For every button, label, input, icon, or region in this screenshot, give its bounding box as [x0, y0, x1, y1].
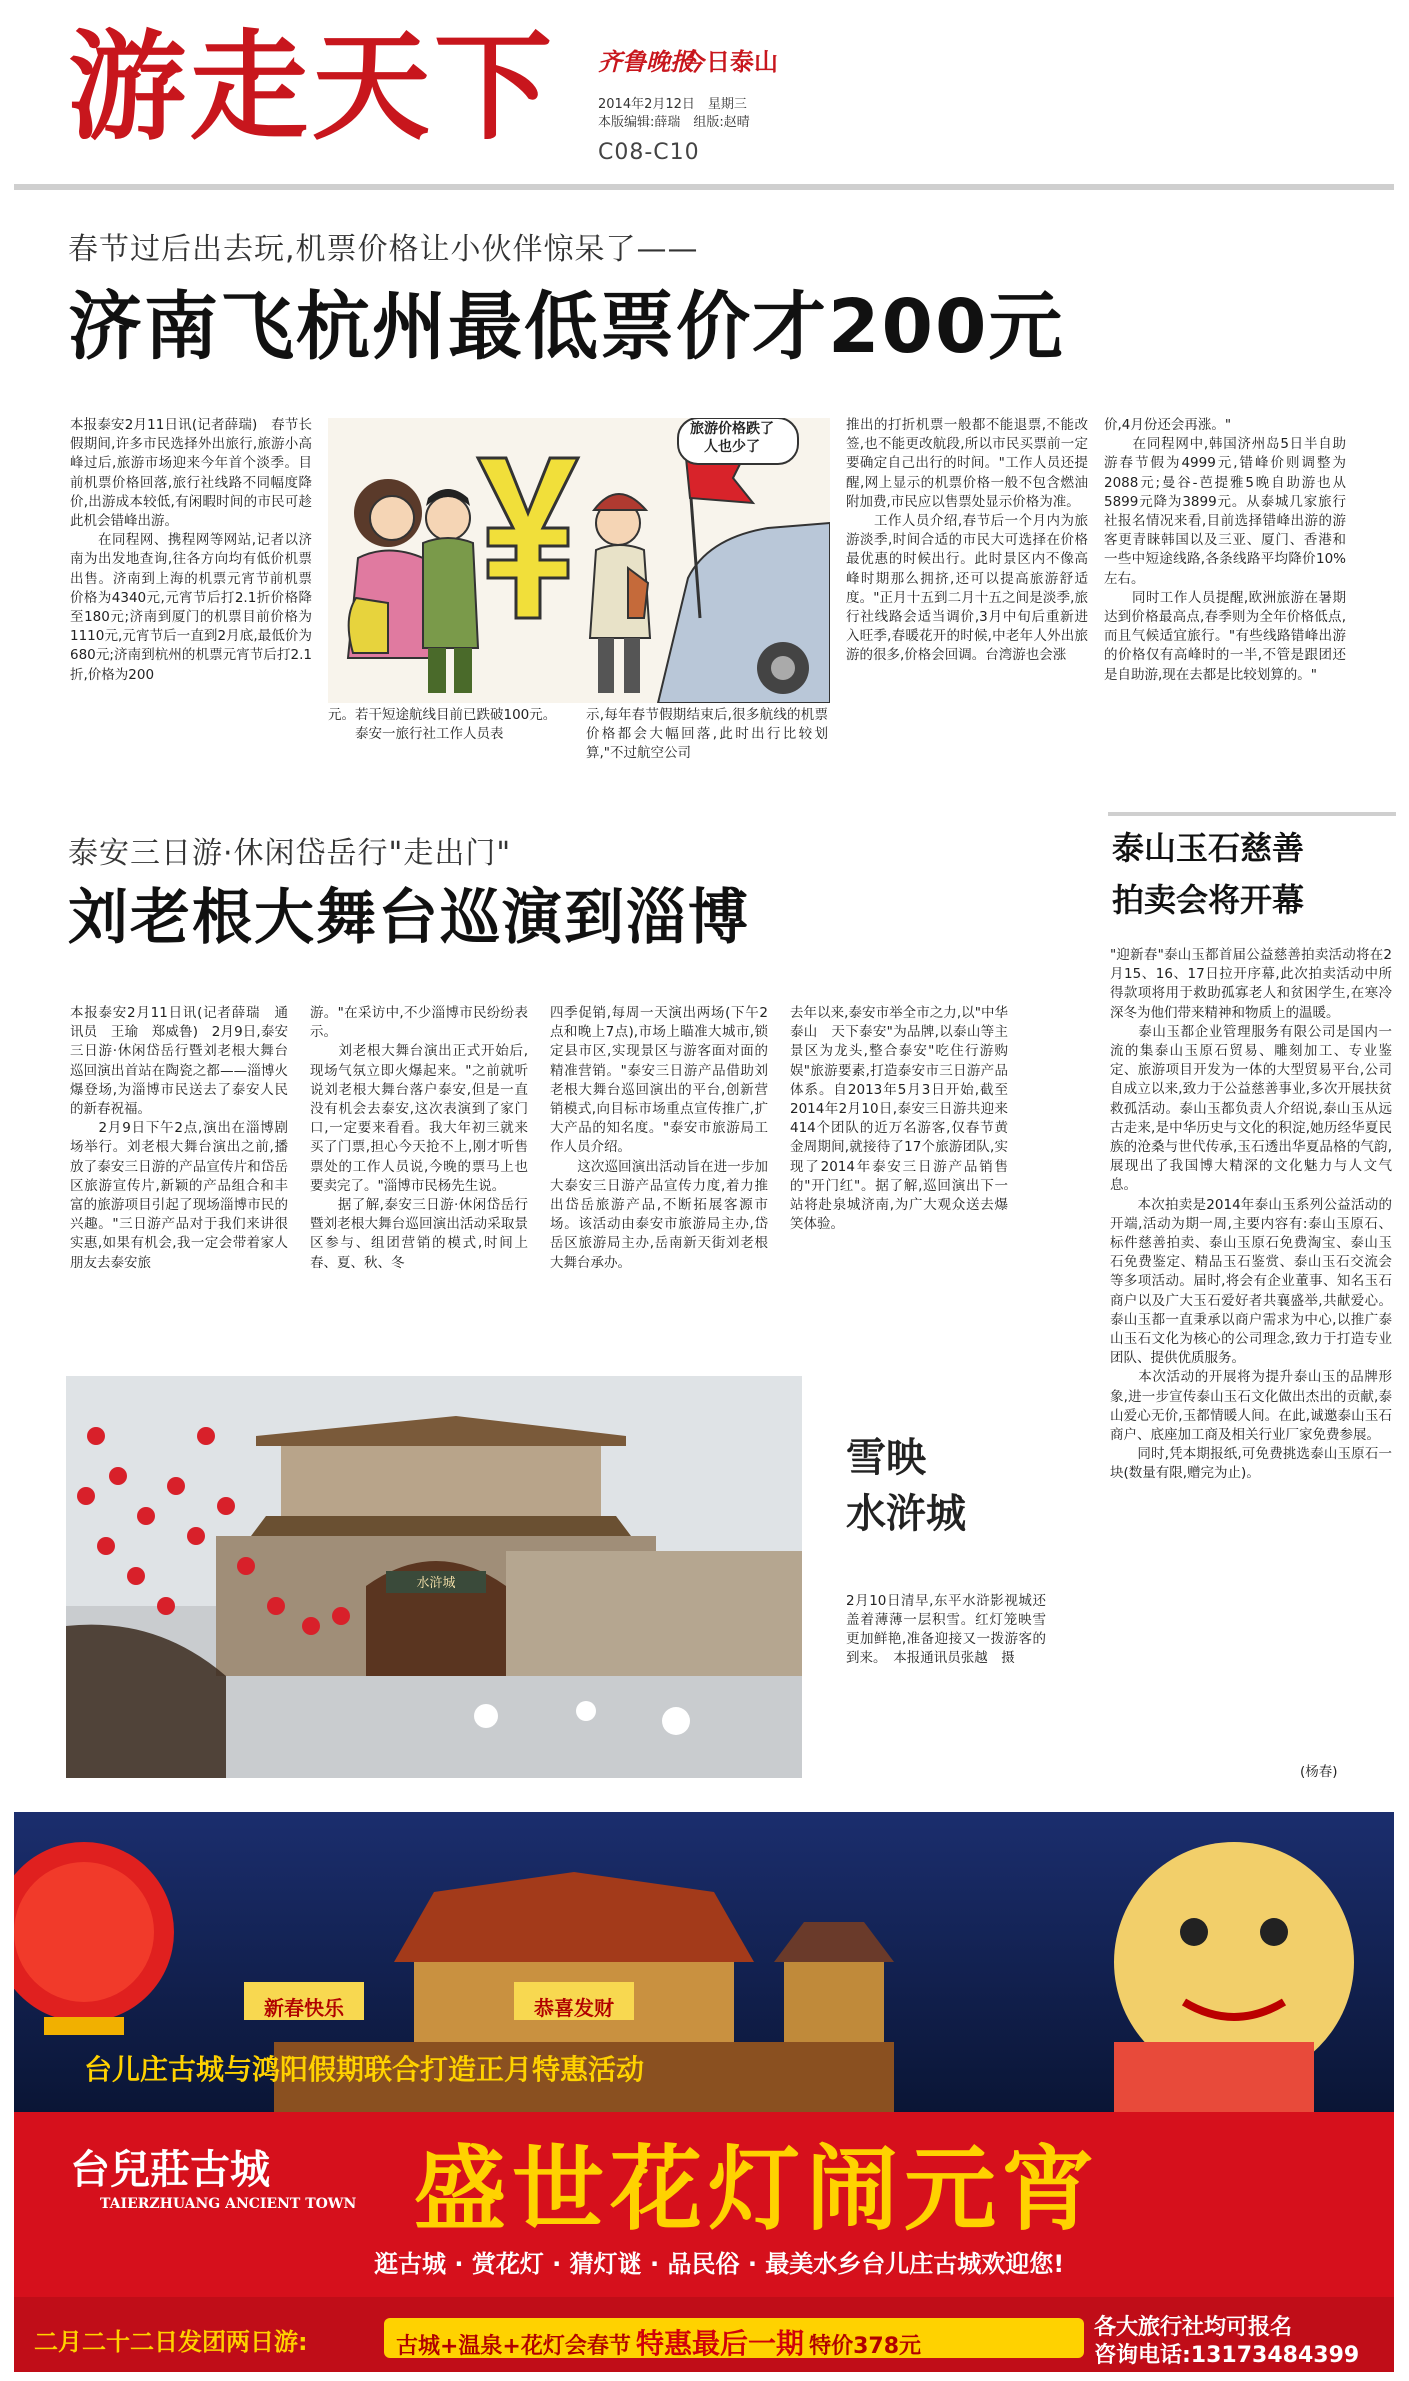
article1-headline: 济南飞杭州最低票价才200元 — [68, 284, 1065, 370]
contact-phone: 咨询电话:13173484399 — [1094, 2343, 1360, 2368]
photo-title-line-2: 水浒城 — [846, 1491, 966, 1537]
masthead-brand: 齐鲁晚报 — [598, 47, 694, 76]
taierzhuang-logo-en: TAIERZHUANG ANCIENT TOWN — [100, 2196, 357, 2212]
article2-column-2: 游。"在采访中,不少淄博市民纷纷表示。 刘老根大舞台演出正式开始后,现场气氛立即火爆起来。"之前就听说刘老根大舞台落户泰安,但是一直没有机会去泰安,这次表演到了家门口,一定要来看看。我大年初三就来买了门票,担心今天抢不上,刚才听售票处的工作人员说,今晚的票马上也要卖完了。"淄博市民杨先生说。 据了解,泰安三日游·休闲岱岳行暨刘老根大舞台巡回演出活动采取景区参与、组团营销的模式,时间上春、夏、秋、冬 — [310, 1005, 528, 1271]
masthead-title: 游走天下 — [68, 18, 557, 156]
lantern-banner-right: 恭喜发财 — [534, 1996, 614, 2020]
article1-column-4: 推出的打折机票一般都不能退票,不能改签,也不能更改航段,所以市民买票前一定要确定自己出行的时间。"工作人员还提醒,网上显示的机票价格一般不包含燃油附加费,市民应以售票处显示价格为准。 工作人员介绍,春节后一个月内为旅游淡季,时间合适的市民大可选择在价格最优惠的时候出行。此时景区内不像高峰时期那么拥挤,还可以提高旅游舒适度。"正月十五到二月十五之间是淡季,旅行社线路会适当调价,3月中旬后重新进入旺季,春暖花开的时候,中老年人外出旅游的很多,价格会回调。台湾游也会涨 — [846, 417, 1088, 664]
page-range: C08-C10 — [598, 140, 700, 165]
ad-banner-text: 台儿庄古城与鸿阳假期联合打造正月特惠活动 — [84, 2053, 645, 2086]
taierzhuang-logo: 台兒莊古城 — [70, 2146, 270, 2193]
article2-column-3: 四季促销,每周一天演出两场(下午2点和晚上7点),市场上瞄准大城市,锁定县市区,实现景区与游客面对面的精准营销。"泰安三日游产品借助刘老根大舞台巡回演出的平台,创新营销模式,向目标市场重点宣传推广,扩大产品的知名度。"泰安市旅游局工作人员介绍。 这次巡回演出活动旨在进一步加大泰安三日游产品宣传力度,着力推出岱岳旅游产品,不断拓展客源市场。该活动由泰安市旅游局主办,岱岳区旅游局主办,岳南新天街刘老根大舞台承办。 — [550, 1005, 768, 1271]
masthead-meta — [598, 96, 750, 132]
tour-departure: 二月二十二日发团两日游: — [34, 2328, 308, 2356]
gate-sign: 水浒城 — [416, 1576, 456, 1591]
tour-package — [384, 2318, 1084, 2358]
sidebar-headline-line-1: 泰山玉石慈善 — [1112, 829, 1305, 867]
signup-info: 各大旅行社均可报名 — [1094, 2315, 1293, 2340]
article1-kicker: 春节过后出去玩,机票价格让小伙伴惊呆了—— — [68, 232, 699, 267]
package-price: 特价378元 — [809, 2334, 922, 2359]
sidebar-headline — [1112, 822, 1304, 926]
article1-column-1: 本报泰安2月11日讯(记者薛瑞) 春节长假期间,许多市民选择外出旅行,旅游小高峰过后,旅游市场迎来今年首个淡季。目前机票价格回落,旅行社线路不同幅度降价,出游成本较低,有闲暇时间的市民可趁此机会错峰出游。 在同程网、携程网等网站,记者以济南为出发地查询,往各方向均有低价机票出售。济南到上海的机票元宵节前机票价格为4340元,元宵节后打2.1折价格降至180元;济南到厦门的机票目前价格为1110元,元宵节后一直到2月底,最低价为680元;济南到杭州的机票元宵节后打2.1折,价格为200 — [70, 417, 312, 683]
cartoon-illustration — [328, 418, 830, 703]
advertisement — [14, 1812, 1394, 2372]
article2-column-4: 去年以来,泰安市举全市之力,以"中华泰山 天下泰安"为品牌,以泰山等主景区为龙头,整合泰安"吃住行游购娱"旅游要素,打造泰安市三日游产品体系。自2013年5月3日开始,截至2014年2月10日,泰安三日游共迎来414个团队的近万名游客,仅春节黄金周期间,就接待了17个旅游团队,实现了2014年泰安三日游产品销售的"开门红"。据了解,巡回演出下一站将赴泉城济南,为广大观众送去爆笑体验。 — [790, 1005, 1008, 1233]
sidebar-author: (杨春) — [1300, 1764, 1338, 1780]
photo-title-line-1: 雪映 — [846, 1435, 926, 1481]
sidebar-body: "迎新春"泰山玉都首届公益慈善拍卖活动将在2月15、16、17日拉开序幕,此次拍卖活动中所得款项将用于救助孤寡老人和贫困学生,在寒冷深冬为他们带来精神和物质上的温暖。 泰山玉都企业管理服务有限公司是国内一流的集泰山玉原石贸易、雕刻加工、专业鉴定、旅游项目开发为一体的大型贸易平台,公司自成立以来,致力于公益慈善事业,多次开展扶贫救孤活动。泰山玉都负责人介绍说,泰山玉从远古走来,是中华历史与文化的积淀,她历经华夏民族的沧桑与世代传承,玉石透出华夏品格的气韵,展现出了我国博大精深的文化魅力与人文气息。 本次拍卖是2014年泰山玉系列公益活动的开端,活动为期一周,主要内容有:泰山玉原石、标件慈善拍卖、泰山玉原石免费淘宝、泰山玉石免费鉴定、精品玉石鉴赏、泰山玉石交流会等多项活动。届时,将会有企业董事、知名玉石商户以及广大玉石爱好者共襄盛举,共献爱心。泰山玉都一直秉承以商户需求为中心,以推广泰山玉石文化为核心的公司理念,致力于打造专业团队、提供优质服务。 本次活动的开展将为提升泰山玉的品牌形象,进一步宣传泰山玉石文化做出杰出的贡献,泰山爱心无价,玉都情暖人间。在此,诚邀泰山玉石商户、底座加工商及相关行业厂家免费参展。 同时,凭本期报纸,可免费挑选泰山玉原石一块(数量有限,赠完为止)。 — [1110, 947, 1392, 1482]
package-name: 古城+温泉+花灯会春节 — [396, 2334, 631, 2359]
article2-column-1: 本报泰安2月11日讯(记者薛瑞 通讯员 王瑜 郑威鲁) 2月9日,泰安三日游·休闲岱岳行暨刘老根大舞台巡回演出首站在陶瓷之都——淄博火爆登场,为淄博市民送去了泰安人民的新春祝福。 2月9日下午2点,演出在淄博剧场举行。刘老根大舞台演出之前,播放了泰安三日游的产品宣传片和岱岳区旅游宣传片,新颖的产品组合和丰富的旅游项目引起了现场淄博市民的兴趣。"三日游产品对于我们来讲很实惠,如果有机会,我一定会带着家人朋友去泰安旅 — [70, 1005, 288, 1271]
article1-column-2: 元。若干短途航线目前已跌破100元。 泰安一旅行社工作人员表 — [328, 707, 557, 743]
masthead-section: 今日泰山 — [682, 48, 778, 76]
lantern-banner-left: 新春快乐 — [264, 1996, 344, 2020]
photo-caption: 2月10日清早,东平水浒影视城还盖着薄薄一层积雪。红灯笼映雪更加鲜艳,准备迎接又一拨游客的到来。 本报通讯员张越 摄 — [846, 1593, 1046, 1666]
sidebar-divider — [1108, 812, 1396, 816]
cartoon-caption: 旅游价格跌了 人也少了 — [690, 421, 774, 455]
top-divider — [14, 184, 1394, 190]
article1-column-3: 示,每年春节假期结束后,很多航线的机票价格都会大幅回落,此时出行比较划算,"不过航空公司 — [586, 707, 828, 762]
ad-tagline: 逛古城 · 赏花灯 · 猜灯谜 · 品民俗 · 最美水乡台儿庄古城欢迎您! — [374, 2250, 1065, 2278]
article1-column-5: 价,4月份还会再涨。" 在同程网中,韩国济州岛5日半自助游春节假为4999元,错峰价则调整为2088元;曼谷-芭提雅5晚自助游也从5899元降为3899元。从泰城几家旅行社报名情况来看,目前选择错峰出游的游客更青睐韩国以及三亚、厦门、香港和一些中短途线路,各条线路平均降价10%左右。 同时工作人员提醒,欧洲旅游在暑期达到价格最高点,春季则为全年价格低点,而且气候适宜旅行。"有些线路错峰出游的价格仅有高峰时的一半,不管是跟团还是自助游,现在去都是比较划算的。" — [1104, 417, 1346, 683]
package-highlight: 特惠最后一期 — [635, 2327, 804, 2360]
issue-date: 2014年2月12日 星期三 — [598, 97, 747, 112]
article2-headline: 刘老根大舞台巡演到淄博 — [68, 883, 750, 953]
editor-credits: 本版编辑:薛瑞 组版:赵晴 — [598, 115, 750, 130]
sidebar-headline-line-2: 拍卖会将开幕 — [1112, 881, 1305, 919]
lantern-festival-slogan: 盛世花灯闹元宵 — [414, 2135, 1101, 2243]
snow-gate-photo — [66, 1376, 802, 1778]
article2-kicker: 泰安三日游·休闲岱岳行"走出门" — [68, 836, 512, 871]
photo-title — [846, 1430, 966, 1542]
